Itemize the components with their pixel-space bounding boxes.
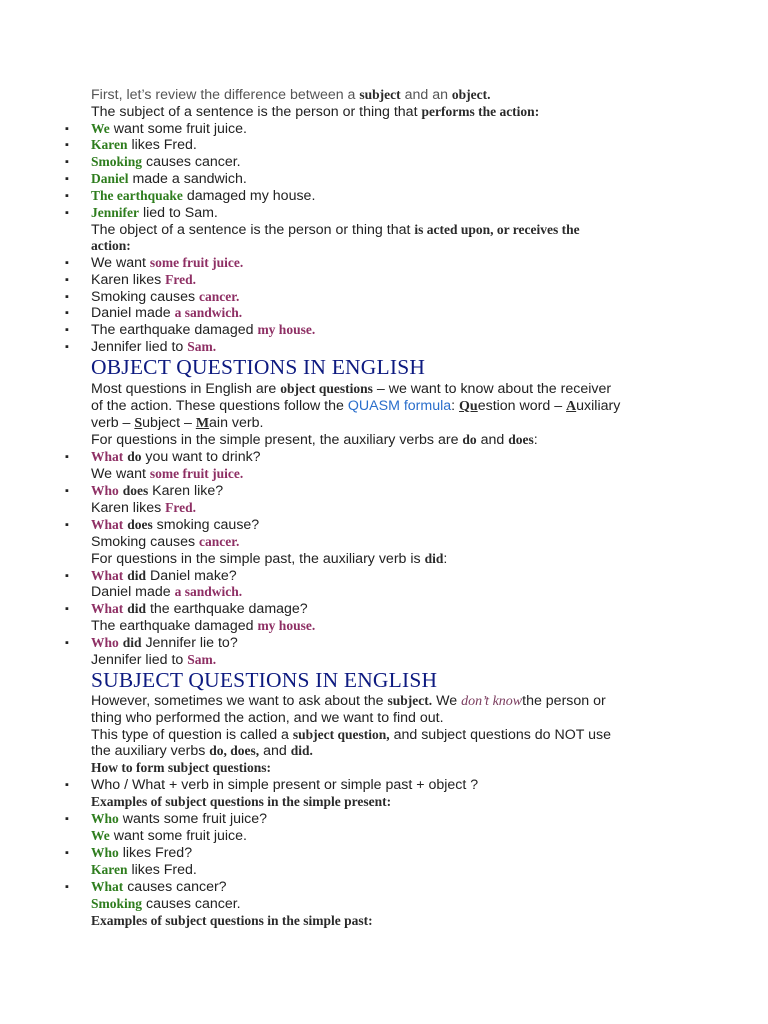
sentence-rest: lied to Sam. xyxy=(139,205,218,221)
oq-text: ain verb. xyxy=(209,415,264,431)
question-word: Who xyxy=(91,635,119,650)
oq-text: ubject – xyxy=(142,415,196,431)
def-text: The object of a sentence is the person or thing that xyxy=(91,222,415,238)
oq-text: estion word – xyxy=(477,398,567,414)
question-word: What xyxy=(91,879,124,894)
sq-text: the person or xyxy=(522,693,606,709)
object-word: Sam. xyxy=(187,339,217,354)
intro-text: First, let’s review the difference between a xyxy=(91,87,360,103)
list-item xyxy=(91,272,196,288)
subject-word: Karen xyxy=(91,137,128,152)
question-word: What xyxy=(91,449,124,464)
term-subject: subject. xyxy=(387,693,433,708)
letter-s: S xyxy=(134,416,143,431)
auxiliary: does xyxy=(122,483,149,498)
list-item xyxy=(91,255,243,271)
subject-word: Karen xyxy=(91,862,128,877)
answer-line xyxy=(91,896,241,912)
object-def-line-1 xyxy=(91,222,580,238)
sq-text: This type of question is called a xyxy=(91,727,293,743)
object-word: Fred. xyxy=(165,272,196,287)
oq-text: uxiliary xyxy=(576,398,621,414)
def-bold: is acted upon, or receives the xyxy=(414,222,580,237)
sq-text: and xyxy=(259,743,291,759)
list-item xyxy=(91,339,216,355)
intro-line-1 xyxy=(91,87,491,103)
letter-qu: Qu xyxy=(459,399,478,414)
object-word: some fruit juice. xyxy=(149,466,244,481)
oq-text: verb – xyxy=(91,415,135,431)
question-word: Who xyxy=(91,483,119,498)
oq-intro-line-4 xyxy=(91,432,538,448)
list-item xyxy=(91,188,315,204)
formula-item: ▪ Who / What + verb in simple present or simple past + object ? xyxy=(91,777,478,793)
term-do-does: do, does, xyxy=(209,743,260,758)
term-does: does xyxy=(508,432,534,447)
sentence-rest: likes Fred. xyxy=(127,137,197,153)
list-item xyxy=(91,289,239,305)
oq-text: of the action. These questions follow the xyxy=(91,398,348,414)
auxiliary: did xyxy=(127,568,146,583)
sentence-start: Smoking causes xyxy=(91,289,200,305)
sentence-rest: made a sandwich. xyxy=(128,171,247,187)
list-item xyxy=(91,449,261,465)
subject-word: Smoking xyxy=(91,896,143,911)
heading-subject-questions: SUBJECT QUESTIONS IN ENGLISH xyxy=(91,668,438,692)
oq-intro-line-3 xyxy=(91,415,263,432)
question-rest: causes cancer? xyxy=(123,879,227,895)
sq-text: the auxiliary verbs xyxy=(91,743,210,759)
sq-text: and subject questions do NOT use xyxy=(389,727,612,743)
question-rest: wants some fruit juice? xyxy=(118,811,268,827)
question-word: What xyxy=(91,568,124,583)
answer-start: The earthquake damaged xyxy=(91,618,258,634)
subject-word: Daniel xyxy=(91,171,129,186)
oq-text: : xyxy=(451,398,460,414)
auxiliary: do xyxy=(127,449,142,464)
subject-word: We xyxy=(91,828,110,843)
question-word: What xyxy=(91,517,124,532)
how-to-form-label: How to form subject questions: xyxy=(91,760,271,775)
question-word: Who xyxy=(91,845,119,860)
question-rest: Karen like? xyxy=(148,483,224,499)
object-word: a sandwich. xyxy=(174,305,243,320)
term-object: object. xyxy=(451,87,491,102)
list-item xyxy=(91,811,267,827)
object-word: my house. xyxy=(257,618,316,633)
auxiliary: did xyxy=(127,601,146,616)
object-word: cancer. xyxy=(199,289,240,304)
object-word: my house. xyxy=(257,322,316,337)
oq-text: : xyxy=(443,551,448,567)
answer-rest: causes cancer. xyxy=(142,896,241,912)
sentence-rest: want some fruit juice. xyxy=(109,121,247,137)
list-item xyxy=(91,879,227,895)
term-dont-know: don’t know xyxy=(461,694,523,709)
term-did: did xyxy=(424,551,444,566)
sentence-start: We want xyxy=(91,255,150,271)
list-item xyxy=(91,121,247,137)
oq-text: : xyxy=(533,432,538,448)
question-word: What xyxy=(91,601,124,616)
answer-line xyxy=(91,500,196,516)
list-item xyxy=(91,517,259,533)
question-rest: Daniel make? xyxy=(146,568,237,584)
past-examples-label: Examples of subject questions in the simple past: xyxy=(91,913,373,928)
object-word: a sandwich. xyxy=(174,584,243,599)
subject-word: The earthquake xyxy=(91,188,183,203)
answer-start: Smoking causes xyxy=(91,534,200,550)
answer-line xyxy=(91,652,216,668)
list-item xyxy=(91,137,197,153)
term-subject: subject xyxy=(359,87,401,102)
answer-line xyxy=(91,534,239,550)
sq-intro-line-3 xyxy=(91,727,611,743)
sentence-rest: damaged my house. xyxy=(182,188,316,204)
sentence-start: The earthquake damaged xyxy=(91,322,258,338)
object-word: Sam. xyxy=(187,652,217,667)
list-item xyxy=(91,322,315,338)
oq-text: and xyxy=(476,432,509,448)
object-word: some fruit juice. xyxy=(149,255,244,270)
intro-line-2 xyxy=(91,104,539,120)
list-item xyxy=(91,483,223,499)
subject-word: Smoking xyxy=(91,154,143,169)
object-def-line-2: action: xyxy=(91,238,131,253)
answer-start: Jennifer lied to xyxy=(91,652,188,668)
subject-word: We xyxy=(91,121,110,136)
answer-start: Karen likes xyxy=(91,500,166,516)
answer-start: Daniel made xyxy=(91,584,175,600)
list-item xyxy=(91,154,241,170)
auxiliary: does xyxy=(127,517,153,532)
oq-text: – we want to know about the receiver xyxy=(372,381,612,397)
oq-text: For questions in the simple present, the auxiliary verbs are xyxy=(91,432,463,448)
intro-text: and an xyxy=(400,87,452,103)
term-subject-question: subject question, xyxy=(292,727,390,742)
answer-start: We want xyxy=(91,466,150,482)
question-rest: likes Fred? xyxy=(118,845,193,861)
list-item xyxy=(91,845,192,861)
list-item xyxy=(91,171,247,187)
object-word: Fred. xyxy=(165,500,196,515)
question-rest: smoking cause? xyxy=(152,517,260,533)
answer-rest: want some fruit juice. xyxy=(109,828,247,844)
term-do: do xyxy=(462,432,477,447)
term-performs-action: performs the action: xyxy=(421,104,540,119)
answer-line xyxy=(91,618,315,634)
question-rest: you want to drink? xyxy=(141,449,261,465)
quasm-formula-link[interactable]: QUASM formula xyxy=(347,398,452,414)
letter-a: A xyxy=(566,399,577,414)
question-rest: Jennifer lie to? xyxy=(141,635,238,651)
list-item xyxy=(91,205,218,221)
oq-text: For questions in the simple past, the auxiliary verb is xyxy=(91,551,425,567)
sentence-rest: causes cancer. xyxy=(142,154,241,170)
sq-text: However, sometimes we want to ask about the xyxy=(91,693,388,709)
oq-intro-line-1 xyxy=(91,381,611,397)
list-item xyxy=(91,635,238,651)
sq-text: We xyxy=(432,693,462,709)
oq-intro-line-2 xyxy=(91,398,620,415)
sq-intro-line-2: thing who performed the action, and we want to find out. xyxy=(91,710,444,726)
oq-past-intro xyxy=(91,551,447,567)
sentence-start: Daniel made xyxy=(91,305,175,321)
sq-intro-line-1 xyxy=(91,693,606,710)
term-object-questions: object questions xyxy=(280,381,373,396)
question-rest: the earthquake damage? xyxy=(146,601,308,617)
sentence-start: Karen likes xyxy=(91,272,166,288)
sq-intro-line-4 xyxy=(91,743,313,759)
answer-line xyxy=(91,828,247,844)
subject-word: Jennifer xyxy=(91,205,139,220)
oq-text: Most questions in English are xyxy=(91,381,281,397)
list-item xyxy=(91,601,308,617)
object-word: cancer. xyxy=(199,534,240,549)
auxiliary: did xyxy=(122,635,142,650)
question-word: Who xyxy=(91,811,119,826)
intro-text: The subject of a sentence is the person or thing that xyxy=(91,104,422,120)
heading-object-questions: OBJECT QUESTIONS IN ENGLISH xyxy=(91,355,426,379)
answer-line xyxy=(91,862,197,878)
letter-m: M xyxy=(195,416,210,431)
term-did: did. xyxy=(290,743,313,758)
answer-rest: likes Fred. xyxy=(127,862,197,878)
list-item xyxy=(91,568,237,584)
present-examples-label: Examples of subject questions in the simple present: xyxy=(91,794,392,809)
sentence-start: Jennifer lied to xyxy=(91,339,188,355)
answer-line xyxy=(91,584,242,600)
answer-line xyxy=(91,466,243,482)
list-item xyxy=(91,305,242,321)
